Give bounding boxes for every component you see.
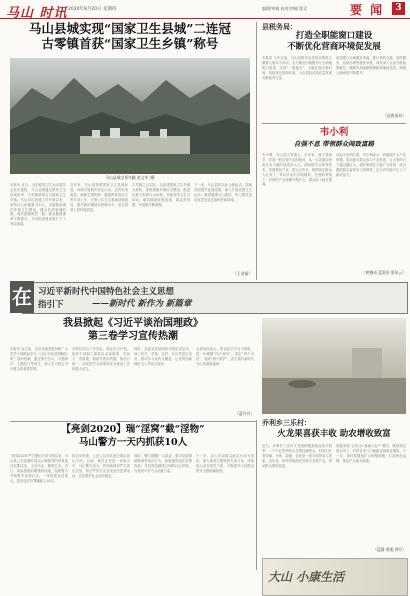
- village-kicker: 乔利乡三乐村：: [262, 418, 311, 427]
- village-scene-graphic: [262, 318, 406, 414]
- lead-headline-1: 马山县城实现“国家卫生县城”二连冠: [29, 21, 231, 36]
- lead-body-col-2: 近年来，马山县按照国家卫生县城标准，持续开展城乡清洁行动、农贸市场改造、病媒生物防制、健康教育进社区等专项工作，完善公共卫生基础设施建设，提升城市精细化管理水平，切实改善人居环境质量。: [70, 183, 128, 212]
- column-divider: [256, 420, 257, 570]
- village-byline: （蓝静 覃燕 钟芬）: [373, 547, 406, 552]
- police-headline-1: 【亮剑2020】瑞“淫窝”截“淫物”: [61, 424, 205, 435]
- study-body-col-3: 同时，县委宣传部组织开展宣讲活动，深入机关、学校、农村、社区等进行宣讲，推动学习宣传全覆盖，让党的创新理论飞入寻常百姓家。: [134, 347, 192, 366]
- police-body-col-3: 同时，警方提醒广大群众，要自觉抵制黄赌毒等违法行为，积极提供违法犯罪线索，共同营造健康文明的社会环境，为建设平安马山贡献力量。: [134, 454, 192, 473]
- study-headline-2: 第三卷学习宣传热潮: [88, 331, 178, 342]
- section-divider: [262, 123, 406, 124]
- study-body-col-4: 大家纷纷表示，要以此次学习为契机，进一步增强“四个意识”，坚定“四个自信”，做到“两个维护”，奋力谱写新时代马山发展新篇章。: [196, 347, 254, 366]
- issue-date: 2020年8月20日 星期四: [68, 7, 117, 12]
- police-body-col-4: 下一步，县公安局将以此次行动为契机，深入推进扫黑除恶专项斗争，持续加大治安管控力度，不断提升人民群众的安全感和满意度。: [196, 454, 254, 473]
- tax-headline-1: 打造全职能窗口建设: [295, 31, 373, 41]
- section-title: 要 闻: [350, 3, 385, 17]
- profile-byline: （黄德成 蓝菊芳 梁风云）: [361, 270, 406, 275]
- photo-caption: 马山县城全景鸟瞰 赵文华 /摄: [105, 175, 155, 180]
- study-body-col-2: 各单位结合工作实际，制定学习计划，组织干部职工原原本本读原著、学原文、悟原理，做到学思用贯通、知信行统一，切实把学习成果转化为推动工作的强大动力。: [72, 347, 130, 371]
- county-panorama-photo: [10, 58, 250, 174]
- lead-body-col-4: 下一步，马山县将以此为新起点，持续巩固提升创建成果，深入开展爱国卫生运动，推进健康马山建设，努力建设更加宜居宜业宜游的美丽县城。: [194, 183, 252, 202]
- banner-line-2: 指引下: [38, 300, 64, 310]
- mountain-landscape-graphic: [10, 58, 250, 174]
- tax-headline-2: 不断优化营商环境促发展: [287, 42, 381, 52]
- tax-byline: （县税务局）: [383, 113, 406, 118]
- section-divider: [10, 421, 256, 422]
- police-headline-2: 马山警方一天内抓获10人: [78, 437, 188, 448]
- police-body-col-1: “亮剑2020”严打整治行动开展以来，马山县公安局紧盯群众反映强烈的涉黄违法犯罪活动，主动出击、精准打击。近日，该局根据前期摸排线索，组织警力开展集中收网行动，一举捣毁卖淫窝点，抓获违法犯罪嫌疑人10名。: [10, 454, 68, 483]
- banner-tagline: ——新时代 新作为 新篇章: [92, 299, 192, 309]
- profile-body-col-1: 韦小利，马山县古零镇人。多年来，他不畏艰辛，凭着一股自强不息的韧劲，从一名普通农民成长为当地的致富带头人。他积极学习种养技术，发展特色产业，建立合作社，吸纳周边群众入社务工，带动乡亲们共同增收。在他的带领下，村里的产业规模不断扩大，群众收入稳步提高。: [262, 153, 332, 187]
- study-byline: （蓝丹丹）: [235, 411, 254, 416]
- tax-kicker: 县税务局：: [262, 22, 297, 31]
- profile-subtitle: 自强不息 带领群众闯致富路: [293, 140, 375, 148]
- banner-line-1: 习近平新时代中国特色社会主义思想: [38, 287, 175, 297]
- tax-body-col-1: 本报讯 今年以来，马山县税务局坚持以纳税人缴费人需求为导向，全力推进办税服务厅全职能窗口建设，实现“一窗通办”，大幅压缩办税时间，持续优化营商环境，为全县经济高质量发展贡献税务力量。: [262, 56, 332, 80]
- profile-body-col-2: 谈起今后的打算，韦小利表示，将继续扩大产业规模，带动更多群众参与产业发展，让大家的日子越过越红火。他的事迹在当地广为传颂，成为激励群众奋发向上的榜样，也为乡村振兴注入了新的活力。: [336, 153, 406, 177]
- page-number: 3: [392, 2, 405, 15]
- study-body-col-1: 本报讯 连日来，全县各级党组织和广大党员干部掀起学习《习近平谈治国理政》第三卷的热潮，通过集中学习、专题研讨、主题党日等形式，深入学习领会书中蕴含的重要思想。: [10, 347, 68, 371]
- village-headline: 火龙果喜获丰收 助农增收致富: [277, 429, 391, 439]
- lead-body-col-3: 古零镇立足实际，以创建国家卫生乡镇为契机，狠抓集镇环境综合整治，推进垃圾分类和污水治理，开展爱国卫生月活动，镇容镇貌显著改善，群众获得感、幸福感不断增强。: [132, 183, 190, 207]
- column-divider: [256, 22, 257, 280]
- village-body-col-2: 基地采取“合作社+基地+农户”模式，吸纳周边群众务工，村民在家门口就能实现就业增收。下一步，该村将继续扩大种植规模，打造特色品牌，推动产业做大做强。: [336, 444, 406, 463]
- footer-banner-text: 大山 小康生活: [268, 570, 345, 584]
- study-headline-1: 我县掀起《习近平谈治国理政》: [63, 318, 203, 329]
- lead-byline: （王金福）: [233, 271, 252, 276]
- tax-body-col-2: 该局整合办税服务资源，推行预约办税、延时服务、容缺办理等便民举措，同时深入企业开展政策辅导，确保各项减税降费政策落地见效，纳税人满意度不断提升。: [336, 56, 406, 75]
- lead-headline-2: 古零镇首获“国家卫生乡镇”称号: [41, 36, 219, 51]
- profile-name: 韦小利: [319, 127, 349, 138]
- police-body-col-2: 经初步审查，上述人员对其违法事实供认不讳。目前，案件正在进一步侦办中。马山警方表示，将持续保持严打高压态势，依法严厉打击各类违法犯罪活动，切实维护社会治安稳定。: [72, 454, 130, 478]
- lead-body-col-1: 本报讯 近日，全国爱国卫生运动委员会发布通报，马山县城通过国家卫生县城复审，古零镇被命名为国家卫生乡镇。马山县自创建工作开展以来，坚持以人民健康为中心，全面推进城乡环境卫生整治，健全长效管理机制，城乡面貌焕然一新，群众健康素养不断提升，为巩固创建成果打下了坚实基础。: [10, 183, 66, 227]
- dragonfruit-harvest-photo: [262, 318, 406, 414]
- banner-big-char: 在: [10, 281, 34, 313]
- newspaper-logo: 马山 时讯: [6, 6, 68, 21]
- village-body-col-1: 近日，乔利乡三乐村火龙果种植基地迎来丰收季，一个个红彤彤的火龙果挂满枝头，村民们忙着采摘、分拣、装箱，处处是一派丰收的喜人景象。近年来，该村因地制宜发展火龙果产业，带动群众增收致富。: [262, 444, 332, 468]
- editor-line: 编辑/审稿 校对/审稿 版式: [262, 6, 308, 11]
